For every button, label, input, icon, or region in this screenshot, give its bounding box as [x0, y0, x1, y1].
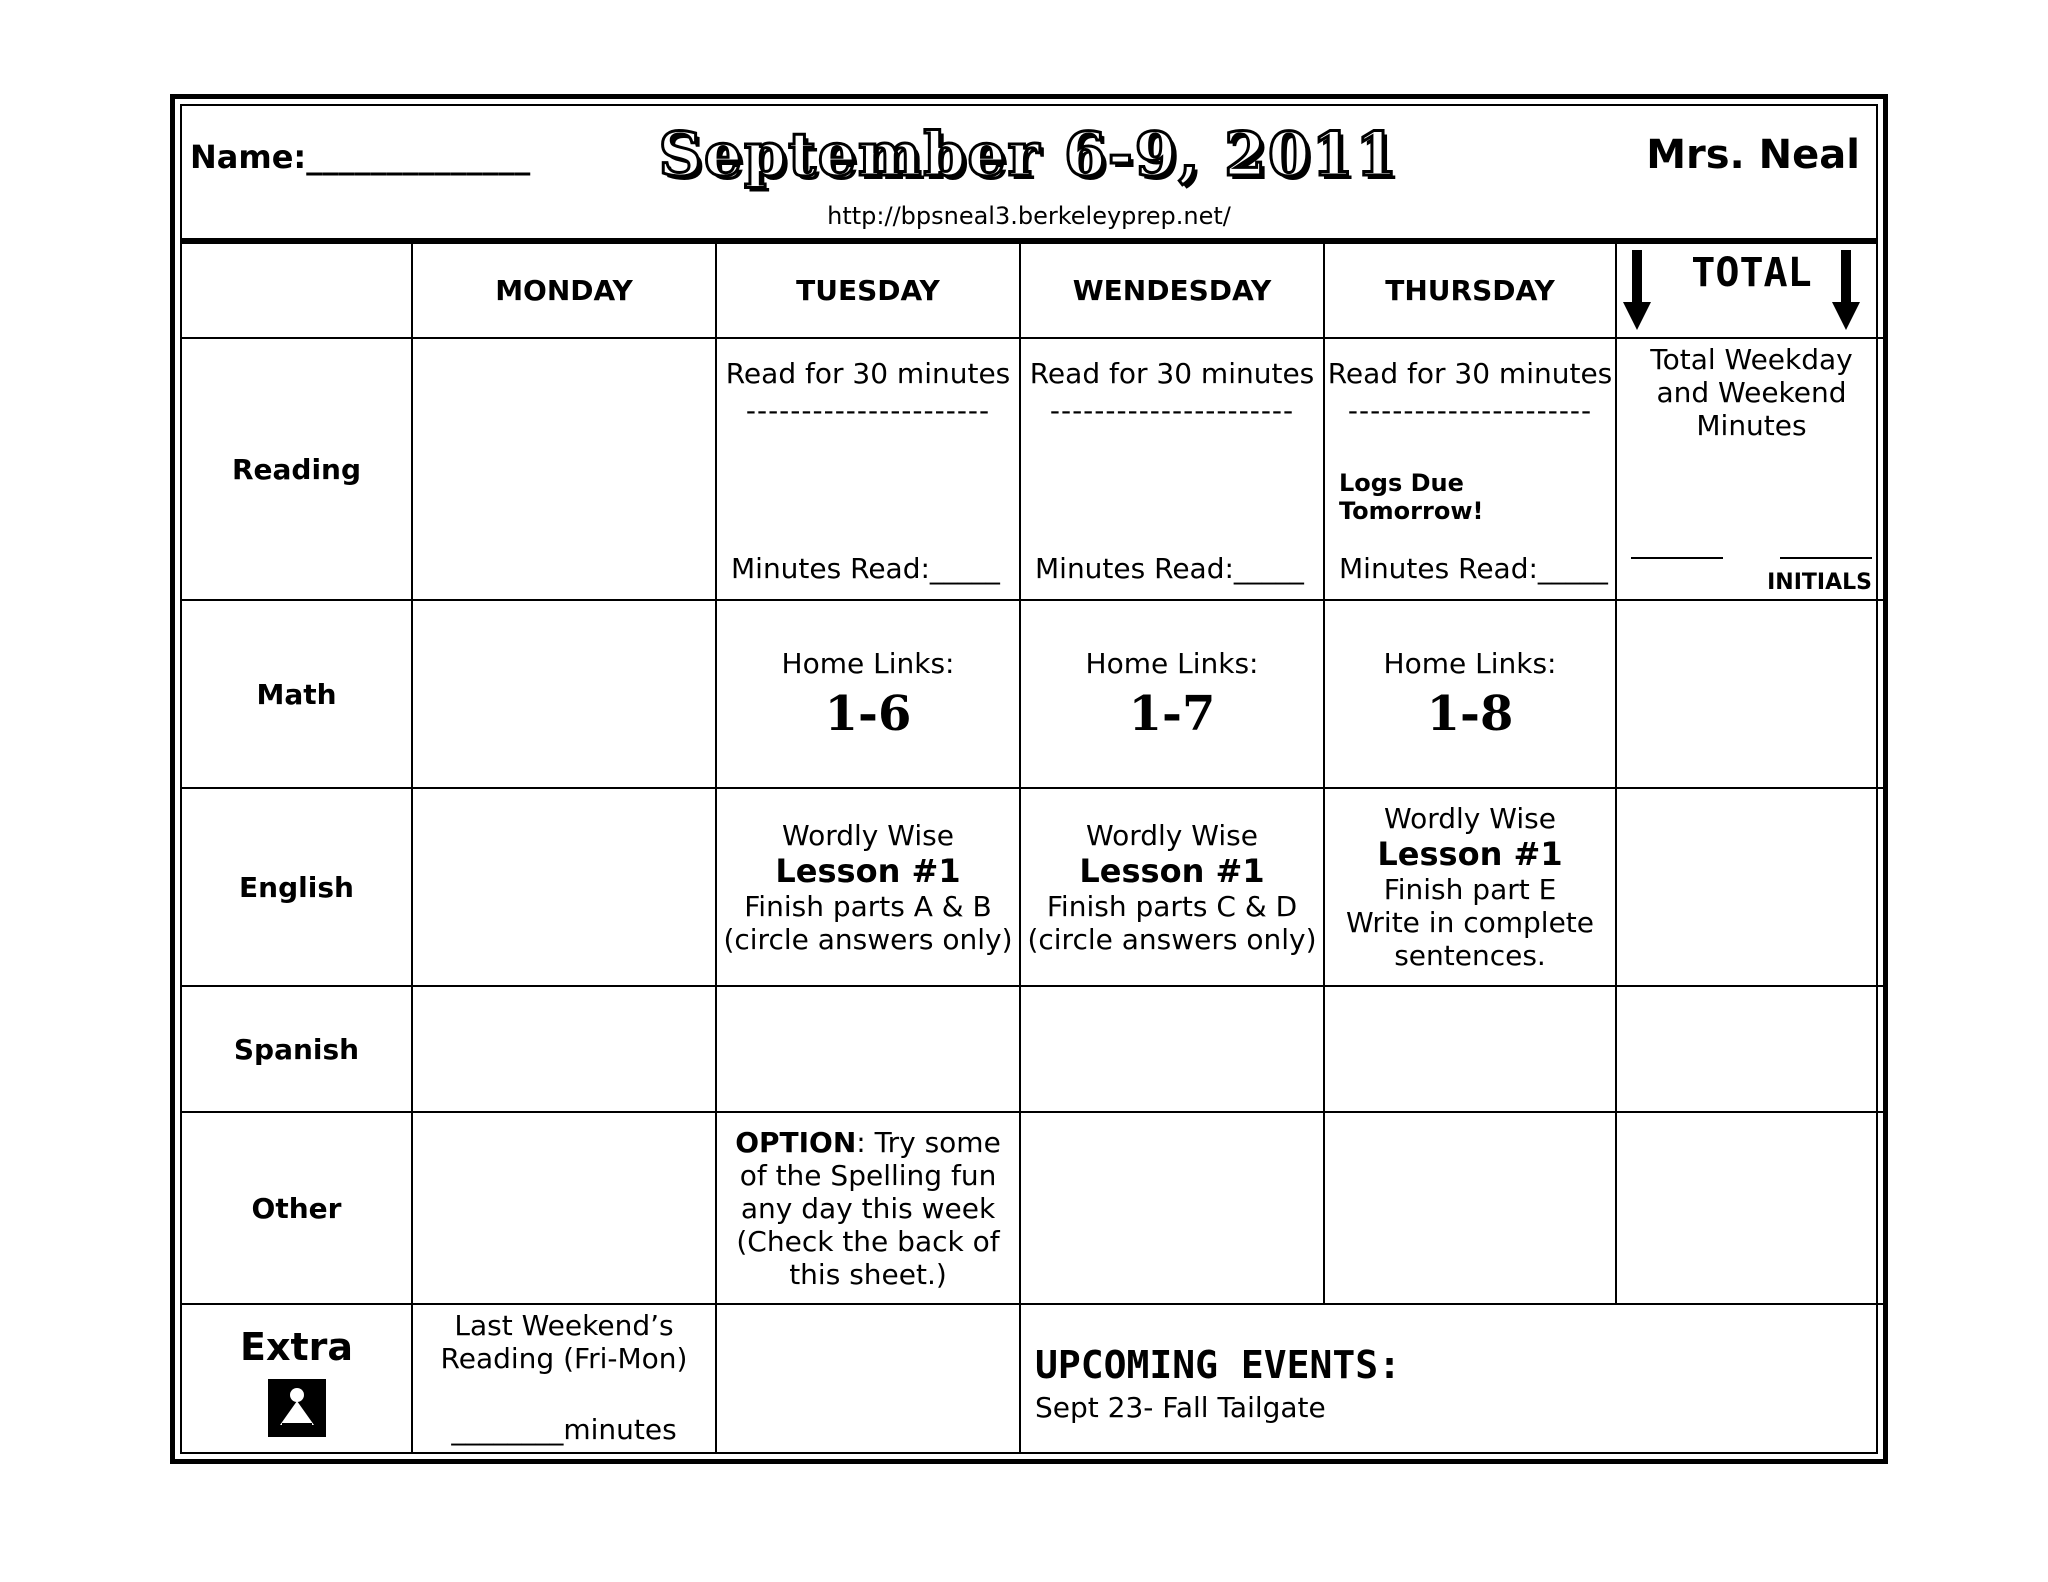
header: [182, 106, 1876, 244]
day-thursday: THURSDAY: [1324, 244, 1616, 338]
english-task: (circle answers only): [1027, 922, 1317, 956]
day-tuesday: TUESDAY: [716, 244, 1020, 338]
upcoming-item: Sept 23- Fall Tailgate: [1035, 1391, 1326, 1424]
option-text: : Try some of the Spelling fun any day this week (Check the back of this sheet.): [736, 1125, 1001, 1291]
minutes-read: Minutes Read:_____: [731, 552, 1000, 585]
home-links-number: 1-7: [1128, 685, 1216, 742]
other-total: [1616, 1112, 1886, 1304]
option-label: OPTION: [735, 1125, 857, 1159]
total-label: TOTAL: [1691, 250, 1812, 296]
subject-reading: Reading: [182, 338, 412, 600]
page-title: September 6-9, 2011: [658, 120, 1400, 190]
home-links-label: Home Links:: [1085, 646, 1259, 680]
english-total: [1616, 788, 1886, 986]
wordly-wise: Wordly Wise: [1384, 802, 1556, 835]
math-row: [182, 600, 1886, 788]
teacher-name: Mrs. Neal: [1646, 132, 1860, 178]
spanish-wednesday: [1020, 986, 1324, 1112]
pencil-dash-line: ----------------------: [1049, 394, 1295, 427]
upcoming-events: [1020, 1304, 1886, 1454]
extra-monday: [412, 1304, 716, 1454]
subject-spanish: Spanish: [182, 986, 412, 1112]
minutes-read: Minutes Read:_____: [1035, 552, 1304, 585]
english-thursday: [1324, 788, 1616, 986]
other-thursday: [1324, 1112, 1616, 1304]
spanish-total: [1616, 986, 1886, 1112]
subject-other: Other: [182, 1112, 412, 1304]
home-links-label: Home Links:: [1383, 646, 1557, 680]
math-thursday: [1324, 600, 1616, 788]
subject-extra-cell: [182, 1304, 412, 1454]
logs-due-note: Logs Due Tomorrow!: [1339, 469, 1484, 525]
reading-task: Read for 30 minutes: [1029, 357, 1315, 390]
reading-task: Read for 30 minutes: [725, 357, 1011, 390]
minutes-read: Minutes Read:_____: [1339, 552, 1608, 585]
upcoming-title: UPCOMING EVENTS:: [1035, 1343, 1402, 1387]
english-task: Finish parts C & D: [1046, 889, 1298, 923]
spanish-thursday: [1324, 986, 1616, 1112]
lesson-label: Lesson #1: [1377, 835, 1563, 873]
total-blank: [1631, 557, 1723, 559]
reading-task: Read for 30 minutes: [1327, 357, 1613, 390]
reading-figure-icon: [268, 1379, 326, 1437]
weekend-reading: Reading (Fri-Mon): [440, 1342, 688, 1375]
english-tuesday: [716, 788, 1020, 986]
english-task: (circle answers only): [723, 922, 1013, 956]
days-header-row: [182, 244, 1886, 338]
total-line: Minutes: [1696, 409, 1807, 442]
sheet-inner-border: [180, 104, 1878, 1454]
homework-grid: [182, 244, 1886, 1454]
subject-english: English: [182, 788, 412, 986]
english-task: Finish part E: [1383, 873, 1557, 906]
total-header: [1616, 244, 1886, 338]
class-url: http://bpsneal3.berkeleyprep.net/: [827, 202, 1231, 230]
reading-total: [1616, 338, 1886, 600]
other-wednesday: [1020, 1112, 1324, 1304]
english-monday: [412, 788, 716, 986]
initials-row: [1631, 537, 1872, 597]
spanish-tuesday: [716, 986, 1020, 1112]
day-monday: MONDAY: [412, 244, 716, 338]
reading-tuesday: [716, 338, 1020, 600]
reading-row: [182, 338, 1886, 600]
initials-label: INITIALS: [1767, 570, 1872, 595]
other-tuesday: [716, 1112, 1020, 1304]
extra-tuesday: [716, 1304, 1020, 1454]
total-line: and Weekend: [1656, 376, 1847, 409]
math-tuesday: [716, 600, 1020, 788]
extra-row: [182, 1304, 1886, 1454]
other-monday: [412, 1112, 716, 1304]
day-wednesday: WENDESDAY: [1020, 244, 1324, 338]
wordly-wise: Wordly Wise: [782, 818, 954, 852]
other-row: [182, 1112, 1886, 1304]
corner-cell: [182, 244, 412, 338]
spanish-monday: [412, 986, 716, 1112]
pencil-dash-line: ----------------------: [1347, 394, 1593, 427]
down-arrow-icon: [1832, 250, 1860, 330]
total-line: Total Weekday: [1650, 343, 1853, 376]
reading-thursday: [1324, 338, 1616, 600]
homework-sheet: [170, 94, 1888, 1464]
math-total: [1616, 600, 1886, 788]
english-row: [182, 788, 1886, 986]
reading-monday: [412, 338, 716, 600]
math-monday: [412, 600, 716, 788]
subject-extra: Extra: [239, 1325, 354, 1369]
spanish-row: [182, 986, 1886, 1112]
home-links-number: 1-6: [824, 685, 912, 742]
subject-math: Math: [182, 600, 412, 788]
english-task: Finish parts A & B: [744, 889, 992, 923]
english-task: Write in complete: [1345, 906, 1595, 939]
lesson-label: Lesson #1: [775, 851, 961, 890]
initials-blank: [1780, 557, 1872, 559]
weekend-minutes: ________minutes: [451, 1413, 677, 1446]
english-wednesday: [1020, 788, 1324, 986]
home-links-number: 1-8: [1426, 685, 1514, 742]
name-field: Name:______________: [190, 138, 531, 176]
math-wednesday: [1020, 600, 1324, 788]
pencil-dash-line: ----------------------: [745, 394, 991, 427]
english-task: sentences.: [1394, 939, 1546, 972]
reading-wednesday: [1020, 338, 1324, 600]
lesson-label: Lesson #1: [1079, 851, 1265, 890]
weekend-reading: Last Weekend’s: [454, 1309, 674, 1342]
home-links-label: Home Links:: [781, 646, 955, 680]
wordly-wise: Wordly Wise: [1086, 818, 1258, 852]
